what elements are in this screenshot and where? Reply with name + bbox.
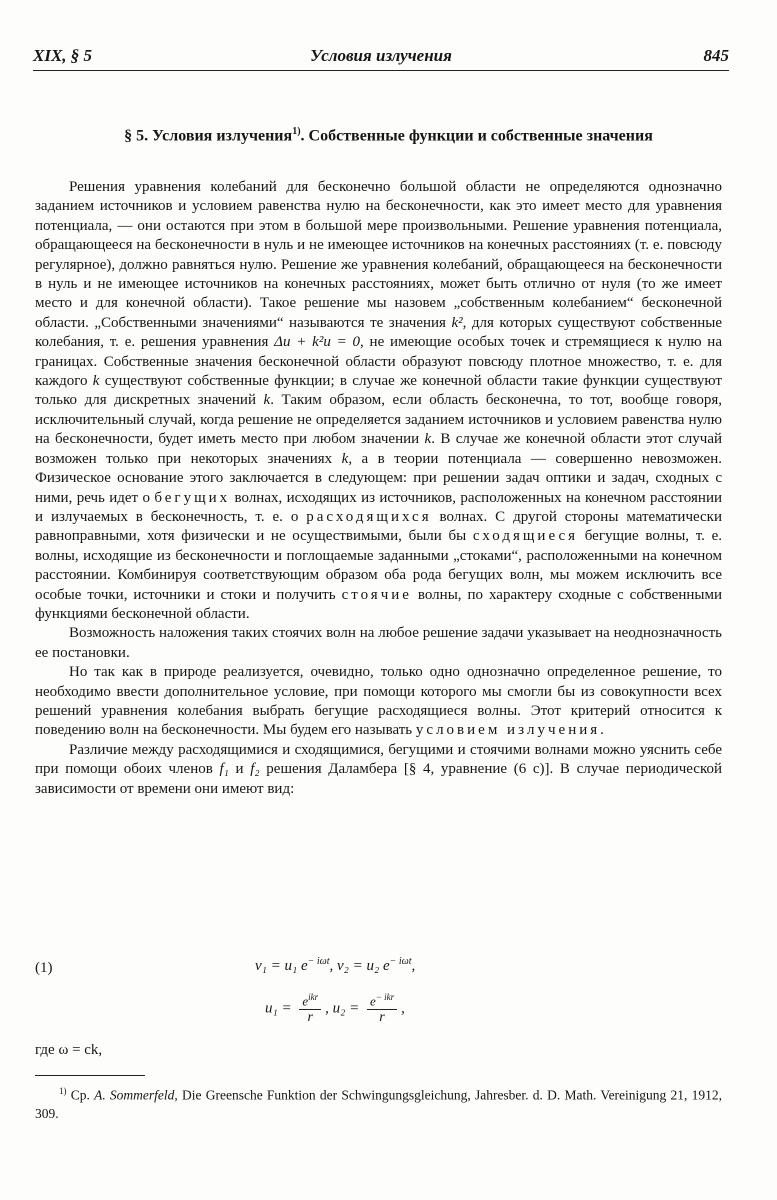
footnote-text: Ср. — [66, 1087, 95, 1103]
text-run: . — [600, 722, 604, 739]
math-k: k — [263, 392, 271, 409]
footnote — [35, 1082, 722, 1123]
frac-denominator: r — [307, 1010, 313, 1026]
running-header — [33, 44, 729, 70]
section-title-main: § 5. Условия излучения — [124, 127, 293, 145]
text-run: Но так как в природе реализуется, очевидно, только одно однозначно определенное решение, то необходимо ввести дополнительное условие, при помощи которого мы смогли бы из совокупности всех решений уравнения колебания выбрать бегущие расходящиеся волны. Этот критерий относится к поведению волн на бесконечности. Мы будем его называть — [35, 664, 722, 739]
footnote-author: A. Sommerfeld — [94, 1087, 175, 1103]
eq-u2: u₂ = — [332, 1000, 360, 1017]
emphasis-spaced: бегущих — [154, 489, 231, 506]
text-run: Решения уравнения колебаний для бесконечно большой области не определяются однозначно заданием источников и условием равенства нулю на бесконечности, как это имеет место для уравнения потенциала, — они остаются при этом в большой мере произвольными. Решение уравнения потенциала, обращающееся на бесконечности в нуль и не имеющее источников на конечных расстояниях (т. е. повсюду регулярное), должно равняться нулю. Решение же уравнения колебаний, обращающееся на бесконечности в нуль и не имеющее источников на конечных расстояниях, может быть отлично от нуля (то же имеет место и для конечной области). Такое решение мы назовем „собственным колебанием“ бесконечной области. „Собственными значениями“ называются те значения — [35, 179, 722, 331]
eq-v1: v₁ = u₁ e — [255, 958, 308, 974]
eq-separator: , — [325, 1000, 333, 1017]
text-run: . Таким образом, если область бесконечна, то тот, вообще говоря, исключительный случай, когда решение не определяется заданием источников и условием равенства нулю на бесконечности, будет иметь место при любом значении — [35, 392, 722, 448]
equation-block — [35, 952, 722, 1052]
math-f2: f₂ — [250, 761, 260, 778]
equation-line-2 — [265, 992, 405, 1026]
text-run: , для которых существуют собственные колебания, т. е. решения уравнения — [35, 314, 722, 351]
math-k-squared: k² — [451, 314, 463, 331]
footnote-rule — [35, 1075, 145, 1076]
eq-u1: u₁ = — [265, 1000, 292, 1017]
equation-line-1 — [255, 956, 415, 975]
emphasis-spaced: условием излучения — [415, 722, 601, 739]
text-run: , а в теории потенциала — совершенно невозможен. Физическое основание этого заключается в следующем: при решении задач оптики и задач, сходных с ними, речь идет о — [35, 450, 722, 506]
text-run: волнах. С другой стороны математически равноправными, хотя физически и не осуществимыми, были бы — [35, 508, 722, 545]
footnote-reference[interactable]: 1) — [292, 126, 301, 137]
text-run: волны, по характеру сходные с собственными функциями бесконечной области. — [35, 586, 722, 622]
paragraph-4 — [35, 741, 722, 799]
math-k: k — [92, 373, 100, 390]
math-f1: f₁ — [219, 761, 229, 778]
section-title-rest: . Собственные функции и собственные значения — [300, 127, 653, 145]
page-number: 845 — [703, 46, 729, 65]
body-text — [35, 178, 722, 799]
chapter-section-label: XIX, § 5 — [33, 46, 93, 65]
eq-end: , — [401, 1000, 405, 1017]
frac-numerator-exponent: − ikr — [375, 992, 395, 1002]
where-clause: где ω = ck, — [35, 1042, 103, 1058]
eq-end: , — [411, 958, 416, 974]
footnote-marker: 1) — [59, 1086, 67, 1096]
text-run: , не имеющие особых точек и стремящиеся к нулю на границах. Собственные значения бесконечной области образуют повсюду плотное множество, т. е. для каждого — [35, 334, 722, 390]
fraction-u1 — [299, 992, 321, 1026]
emphasis-spaced: стоячие — [341, 586, 412, 603]
text-run: бегущие волны, т. е. волны, исходящие из бесконечности и поглощаемые заданными „стоками“, расположенными на конечном расстоянии. Комбинируя соответствующим образом оба рода бегущих волн, мы можем исключить все особые точки, источники и стоки и получить — [35, 528, 722, 603]
math-helmholtz-equation: Δu + k²u = 0 — [274, 334, 361, 351]
fraction-u2 — [367, 992, 397, 1026]
math-k: k — [341, 450, 349, 467]
text-run: . В случае же конечной области этот случай возможен только при некоторых значениях — [35, 431, 723, 467]
frac-denominator: r — [379, 1010, 385, 1026]
section-title — [80, 120, 697, 147]
frac-numerator: e — [302, 993, 309, 1009]
text-run: решения Даламбера [§ 4, уравнение (6 с)]. В случае периодической зависимости от времени они имеют вид: — [35, 761, 722, 797]
eq-v2-exponent: − iωt — [389, 956, 412, 967]
frac-numerator: e — [369, 993, 376, 1009]
emphasis-spaced: сходящиеся — [472, 528, 579, 545]
paragraph-3 — [35, 663, 722, 741]
text-run: и — [228, 761, 251, 778]
eq-v1-exponent: − iωt — [307, 956, 330, 967]
running-title: Условия излучения — [310, 46, 452, 65]
header-rule — [33, 70, 729, 71]
emphasis-spaced: расходящихся — [306, 508, 432, 525]
text-run: Различие между расходящимися и сходящимися, бегущими и стоячими волнами можно уяснить себе при помощи обоих членов — [35, 741, 722, 778]
paragraph-1 — [35, 178, 722, 624]
equation-number: (1) — [35, 960, 53, 976]
text-run: существуют собственные функции; в случае же конечной области такие функции существуют только для дискретных значений — [35, 373, 722, 409]
text-run: волнах, исходящих из источников, расположенных на конечном расстоянии и излучаемых в бесконечность, т. е. о — [35, 489, 722, 525]
math-k: k — [424, 431, 432, 448]
eq-v2: v₂ = u₂ e — [337, 958, 390, 974]
paragraph-2: Возможность наложения таких стоячих волн на любое решение задачи указывает на неоднозначность ее постановки. — [35, 625, 722, 661]
eq-separator: , — [329, 958, 337, 974]
footnote-text: , Die Greensche Funktion der Schwingungsgleichung, Jahresber. d. D. Math. Vereinigung 21, 1912, 309. — [35, 1087, 722, 1121]
frac-numerator-exponent: ikr — [308, 992, 319, 1002]
